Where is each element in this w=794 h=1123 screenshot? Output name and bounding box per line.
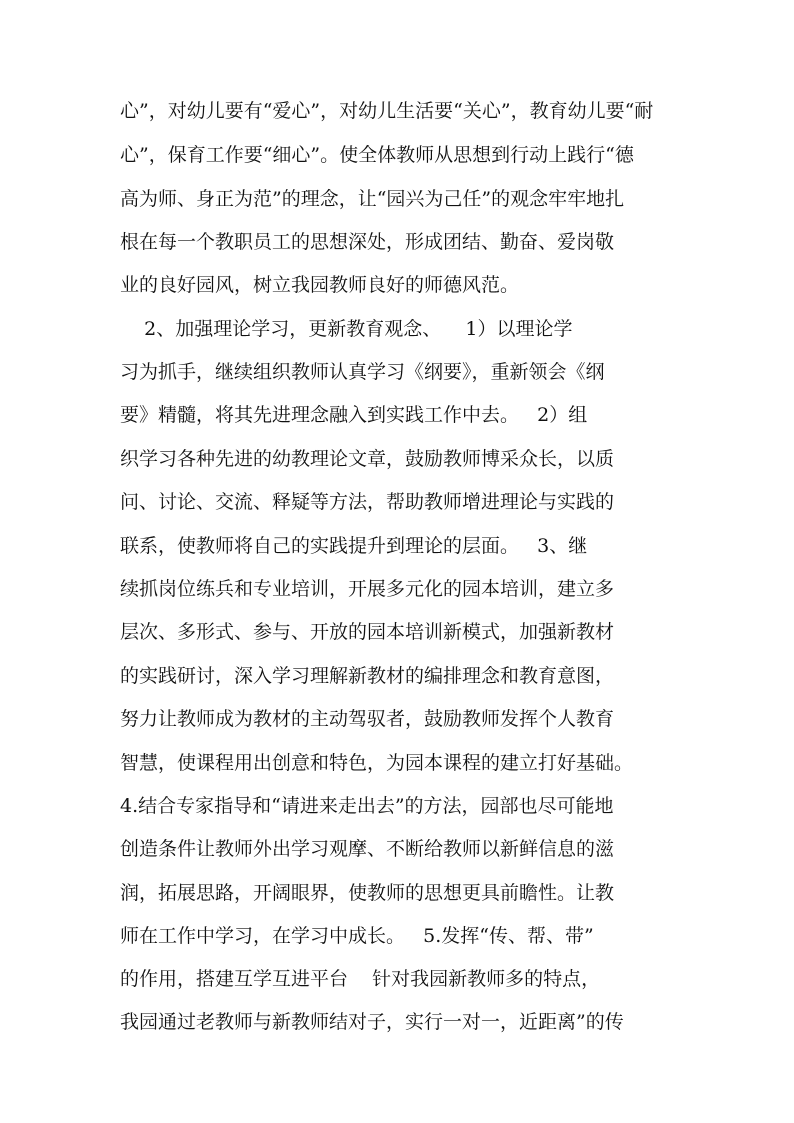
body-text-line: 创造条件让教师外出学习观摩、不断给教师以新鲜信息的滋 [120, 838, 615, 860]
body-text-line: 业的良好园风，树立我园教师良好的师德风范。 [120, 274, 520, 296]
body-text-line: 要》精髓，将其先进理念融入到实践工作中去。 2）组 [120, 404, 588, 426]
body-text-line: 联系，使教师将自己的实践提升到理论的层面。 3、继 [120, 535, 588, 557]
body-text-line: 4.结合专家指导和“请进来走出去”的方法，园部也尽可能地 [120, 795, 614, 817]
body-text-line: 智慧，使课程用出创意和特色，为园本课程的建立打好基础。 [120, 752, 634, 774]
body-text-line: 层次、多形式、参与、开放的园本培训新模式，加强新教材 [120, 621, 615, 643]
body-text-line: 努力让教师成为教材的主动驾驭者，鼓励教师发挥个人教育 [120, 708, 615, 730]
body-text-line: 我园通过老教师与新教师结对子，实行一对一，近距离”的传 [120, 1011, 624, 1033]
body-text-line: 2、加强理论学习，更新教育观念、 1）以理论学 [120, 318, 573, 340]
body-text-line: 的实践研讨，深入学习理解新教材的编排理念和教育意图， [120, 665, 615, 687]
body-text-line: 织学习各种先进的幼教理论文章，鼓励教师博采众长，以质 [120, 448, 615, 470]
body-text-line: 习为抓手，继续组织教师认真学习《纲要》，重新领会《纲 [120, 361, 605, 383]
body-text-line: 的作用，搭建互学互进平台 针对我园新教师多的特点， [120, 968, 601, 990]
body-text-line: 高为师、身正为范”的理念，让“园兴为己任”的观念牢牢地扎 [120, 188, 625, 210]
body-text-line: 润，拓展思路，开阔眼界，使教师的思想更具前瞻性。让教 [120, 882, 615, 904]
body-text-line: 心”，对幼儿要有“爱心”，对幼儿生活要“关心”，教育幼儿要“耐 [120, 100, 654, 122]
body-text-line: 师在工作中学习，在学习中成长。 5.发挥“传、帮、带” [120, 925, 594, 947]
body-text-line: 问、讨论、交流、释疑等方法，帮助教师增进理论与实践的 [120, 491, 615, 513]
body-text-line: 续抓岗位练兵和专业培训，开展多元化的园本培训，建立多 [120, 578, 615, 600]
body-text-line: 心”，保育工作要“细心”。使全体教师从思想到行动上践行“德 [120, 144, 634, 166]
body-text-line: 根在每一个教职员工的思想深处，形成团结、勤奋、爱岗敬 [120, 231, 615, 253]
